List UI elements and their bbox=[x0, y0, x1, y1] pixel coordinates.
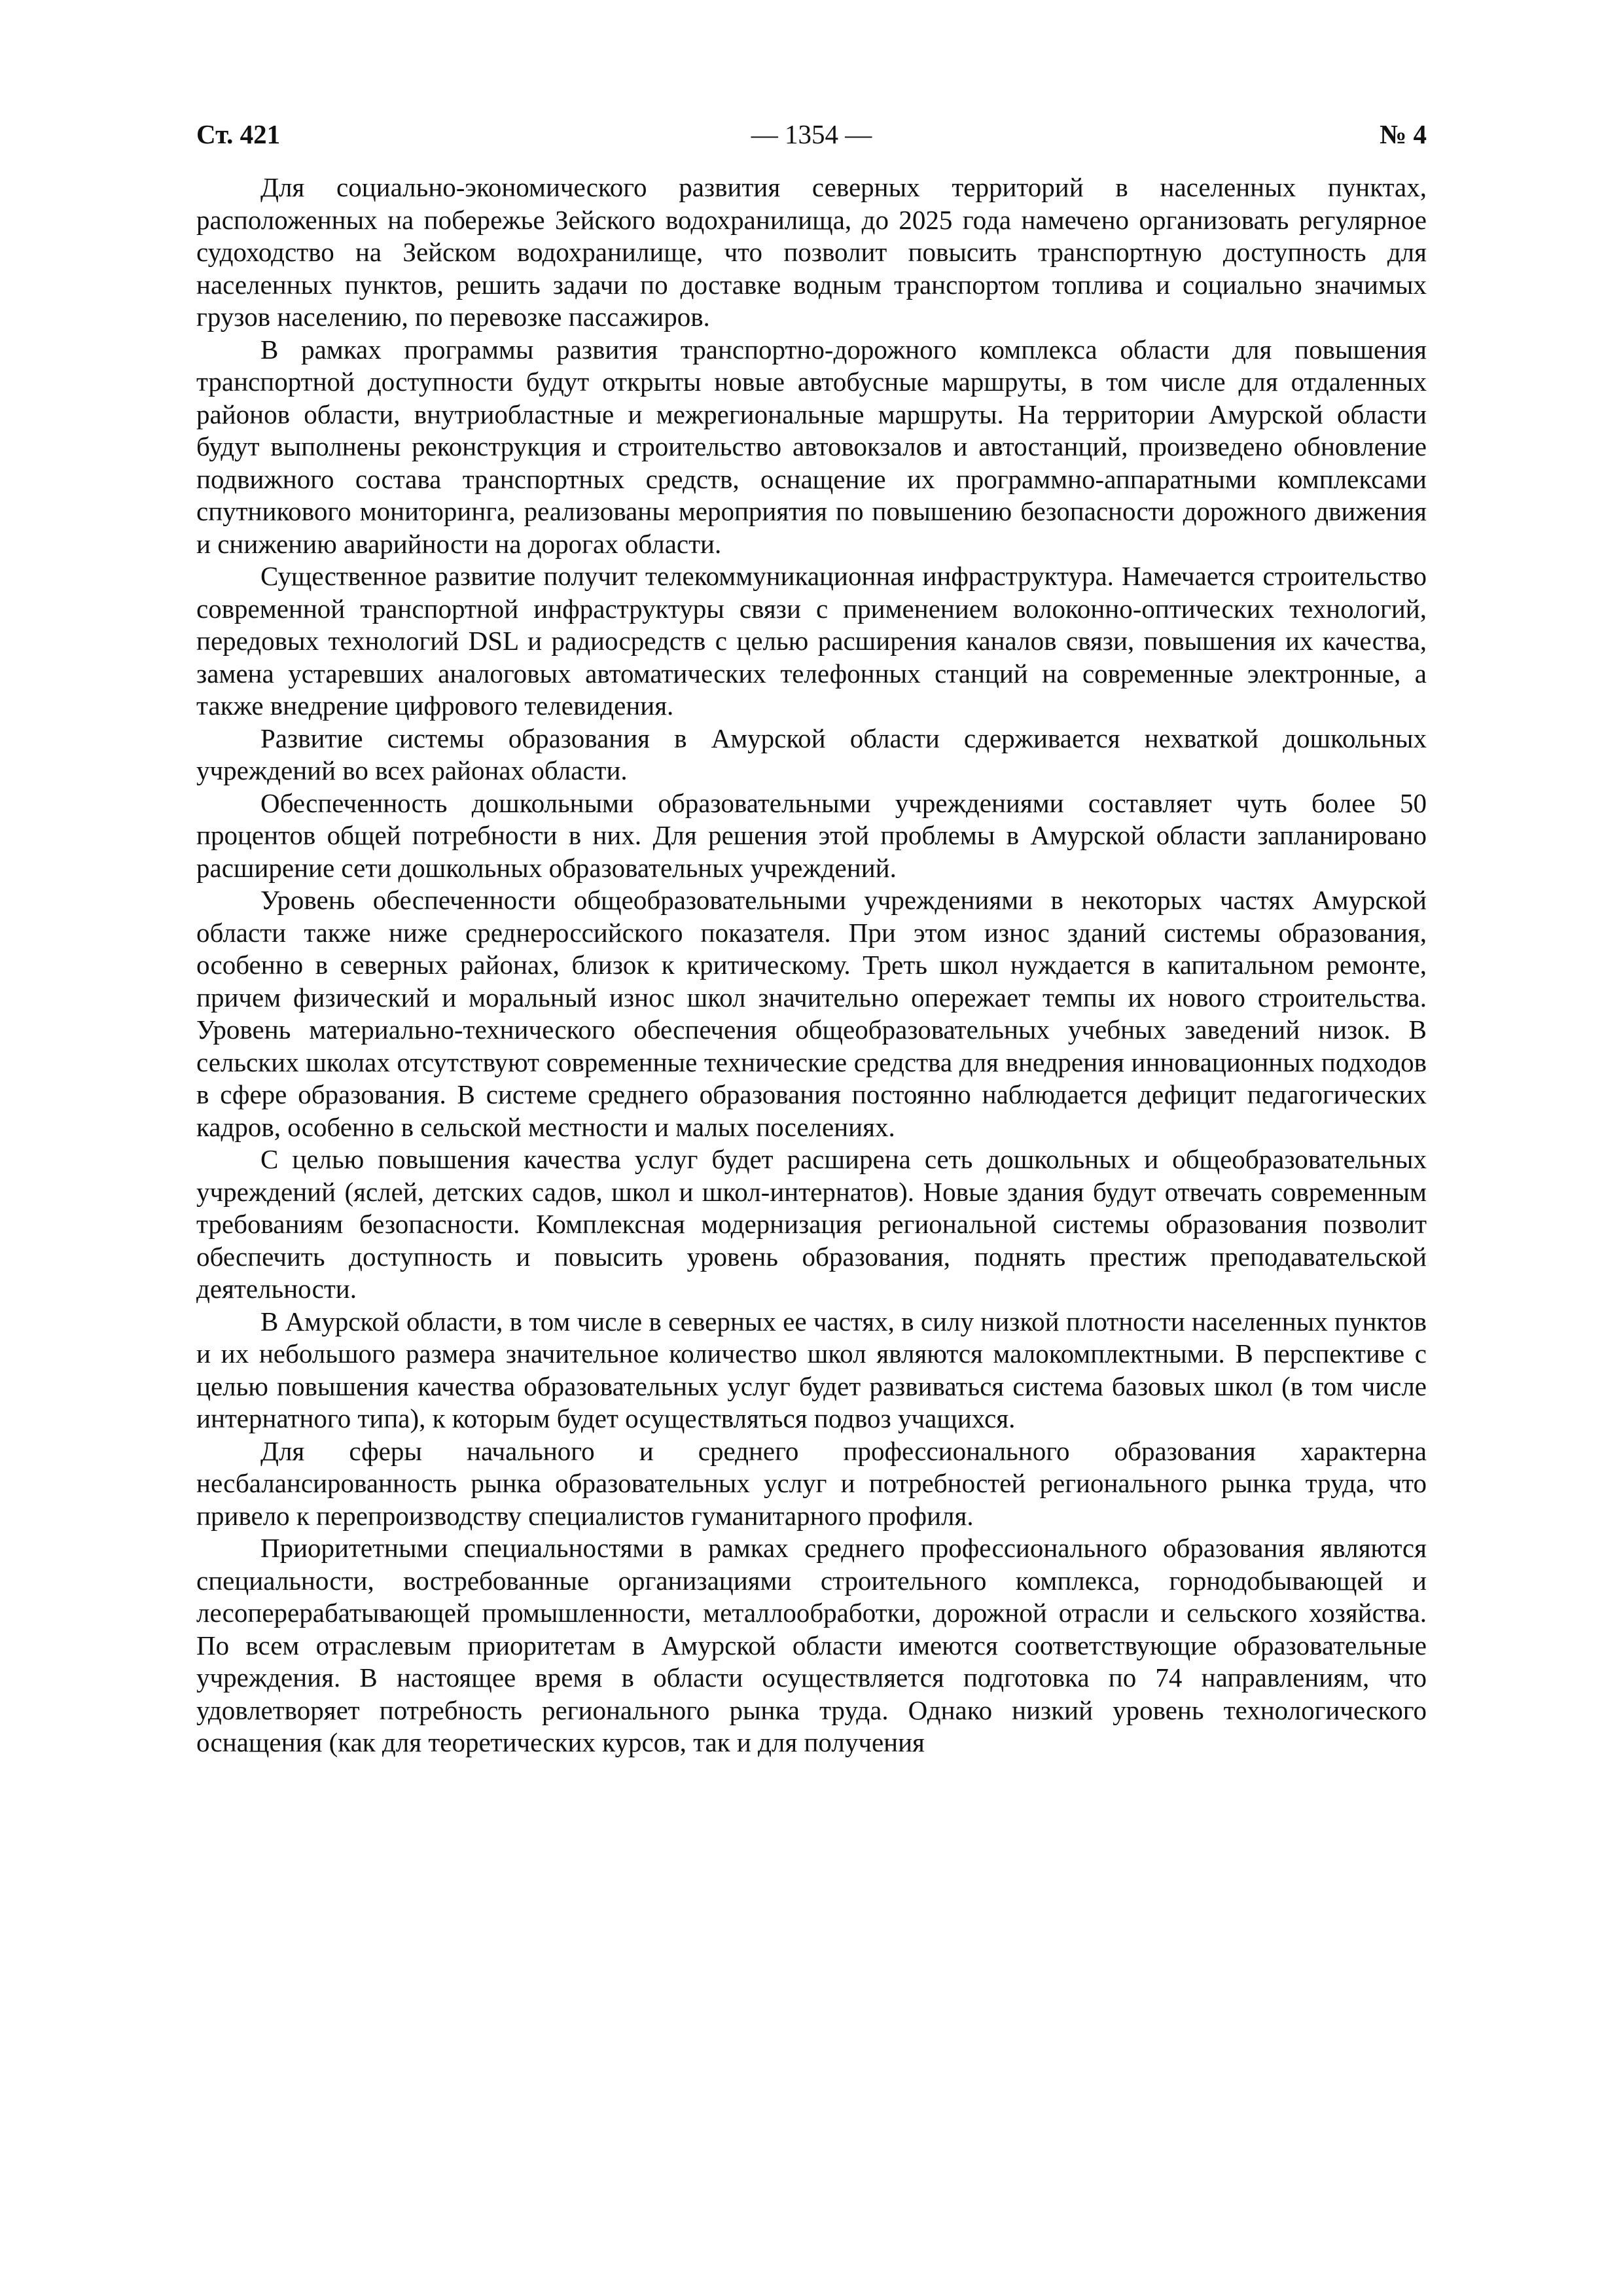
paragraph-preschool-shortage: Развитие системы образования в Амурской области сдерживается нехваткой дошкольных учреждений во всех районах области. bbox=[196, 723, 1427, 785]
article-number: Ст. 421 bbox=[196, 119, 281, 149]
paragraph-school-coverage: Уровень обеспеченности общеобразовательными учреждениями в некоторых частях Амурской области также ниже среднероссийского показателя. При этом износ зданий системы образования, особенно в северных районах, близок к критическому. Треть школ нуждается в капитальном ремонте, причем физический и моральный износ школ значительно опережает темпы их нового строительства. Уровень материально-технического обеспечения общеобразовательных учебных заведений низок. В сельских школах отсутствуют современные технические средства для внедрения инновационных подходов в сфере образования. В системе среднего образования постоянно наблюдается дефицит педагогических кадров, особенно в сельской местности и малых поселениях. bbox=[196, 885, 1427, 1142]
paragraph-preschool-coverage: Обеспеченность дошкольными образовательными учреждениями составляет чуть более 50 процентов общей потребности в них. Для решения этой проблемы в Амурской области запланировано расширение сети дошкольных образовательных учреждений. bbox=[196, 787, 1427, 883]
issue-number: № 4 bbox=[1380, 119, 1427, 149]
paragraph-northern-shipping: Для социально-экономического развития северных территорий в населенных пунктах, расположенных на побережье Зейского водохранилища, до 2025 года намечено организовать регулярное судоходство на Зейском водохранилище, что позволит повысить транспортную доступность для населенных пунктов, решить задачи по доставке водным транспортом топлива и социально значимых грузов населению, по перевозке пассажиров. bbox=[196, 172, 1427, 332]
body-text bbox=[196, 171, 1427, 1759]
page-number: — 1354 — bbox=[751, 119, 872, 149]
document-page bbox=[196, 111, 1427, 1759]
paragraph-transport-program: В рамках программы развития транспортно-дорожного комплекса области для повышения транспортной доступности будут открыты новые автобусные маршруты, в том числе для отдаленных районов области, внутриобластные и межрегиональные маршруты. На территории Амурской области будут выполнены реконструкция и строительство автовокзалов и автостанций, произведено обновление подвижного состава транспортных средств, оснащение их программно-аппаратными комплексами спутникового мониторинга, реализованы мероприятия по повышению безопасности дорожного движения и снижению аварийности на дорогах области. bbox=[196, 334, 1427, 559]
paragraph-vocational-imbalance: Для сферы начального и среднего профессионального образования характерна несбалансированность рынка образовательных услуг и потребностей регионального рынка труда, что привело к перепроизводству специалистов гуманитарного профиля. bbox=[196, 1435, 1427, 1531]
paragraph-small-schools: В Амурской области, в том числе в северных ее частях, в силу низкой плотности населенных пунктов и их небольшого размера значительное количество школ являются малокомплектными. В перспективе с целью повышения качества образовательных услуг будет развиваться система базовых школ (в том числе интернатного типа), к которым будет осуществляться подвоз учащихся. bbox=[196, 1306, 1427, 1433]
paragraph-school-network: С целью повышения качества услуг будет расширена сеть дошкольных и общеобразовательных учреждений (яслей, детских садов, школ и школ-интернатов). Новые здания будут отвечать современным требованиям безопасности. Комплексная модернизация региональной системы образования позволит обеспечить доступность и повысить уровень образования, поднять престиж преподавательской деятельности. bbox=[196, 1144, 1427, 1304]
paragraph-telecommunications: Существенное развитие получит телекоммуникационная инфраструктура. Намечается строительство современной транспортной инфраструктуры связи с применением волоконно-оптических технологий, передовых технологий DSL и радиосредств с целью расширения каналов связи, повышения их качества, замена устаревших аналоговых автоматических телефонных станций на современные электронные, а также внедрение цифрового телевидения. bbox=[196, 561, 1427, 721]
running-header bbox=[196, 111, 1427, 157]
paragraph-priority-specialties: Приоритетными специальностями в рамках среднего профессионального образования являются специальности, востребованные организациями строительного комплекса, горнодобывающей и лесоперерабатывающей промышленности, металлообработки, дорожной отрасли и сельского хозяйства. По всем отраслевым приоритетам в Амурской области имеются соответствующие образовательные учреждения. В настоящее время в области осуществляется подготовка по 74 направлениям, что удовлетворяет потребность регионального рынка труда. Однако низкий уровень технологического оснащения (как для теоретических курсов, так и для получения bbox=[196, 1533, 1427, 1757]
